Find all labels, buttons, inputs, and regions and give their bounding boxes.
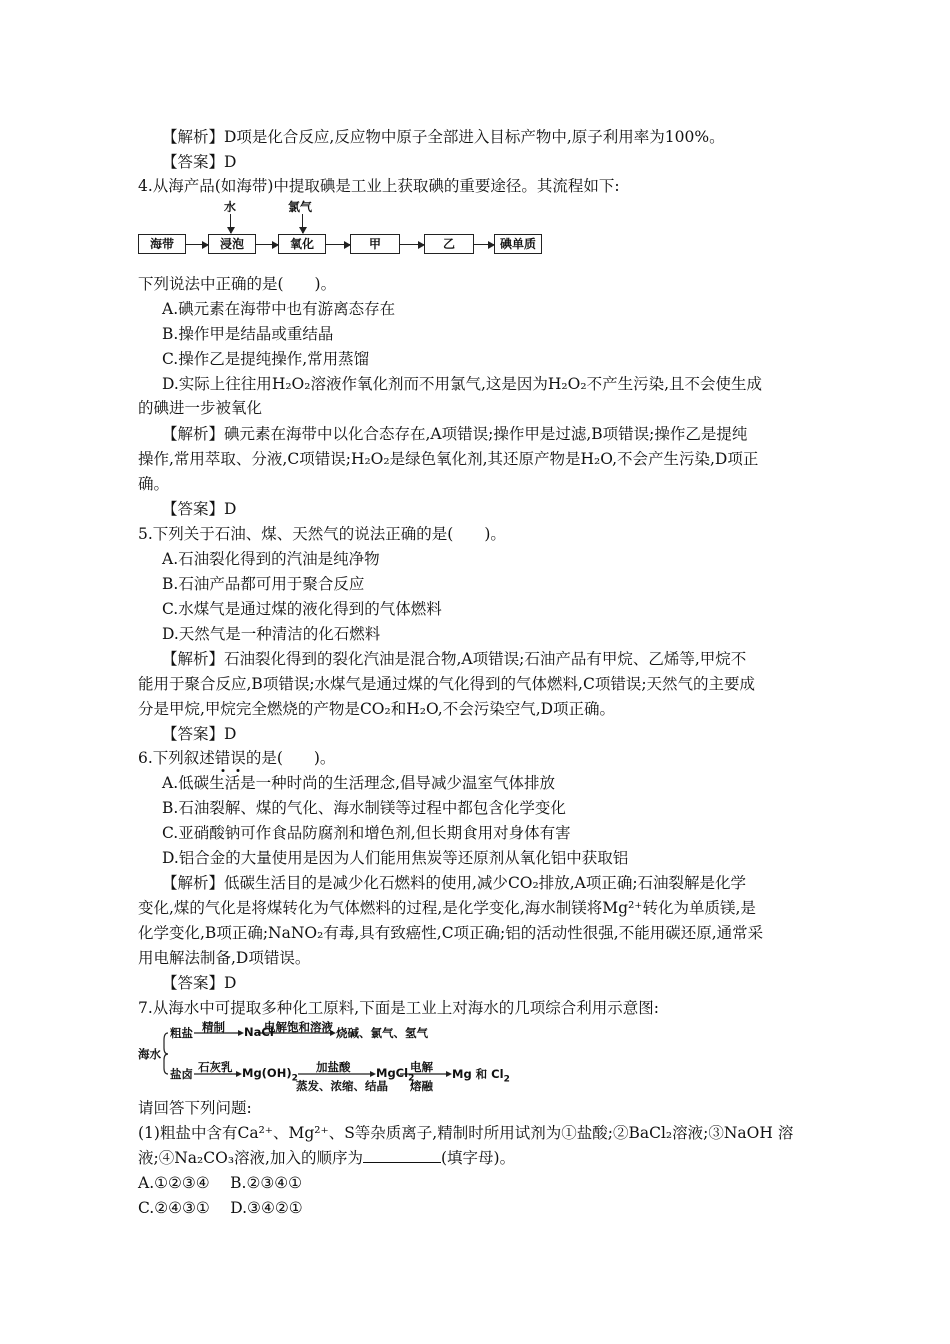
- text: (1)粗盐中含有: [138, 1124, 238, 1142]
- q4-option-d: [162, 373, 762, 395]
- formula-nano2: NaNO₂: [268, 924, 324, 942]
- formula-ca2: Ca²⁺: [237, 1124, 273, 1142]
- flow-arrow: [474, 244, 494, 245]
- q6-stem: [138, 747, 335, 769]
- q6-option-b: B.石油裂解、煤的气化、海水制镁等过程中都包含化学变化: [162, 799, 566, 817]
- q5-option-b: B.石油产品都可用于聚合反应: [162, 575, 365, 593]
- q4-analysis-2: [138, 448, 758, 470]
- q5-answer: 【答案】D: [162, 725, 237, 743]
- emphasized-char: 错: [214, 749, 231, 767]
- text: 溶液作氧化剂而不用氯气,这是因为: [310, 375, 548, 393]
- q6-analysis-2: [138, 897, 756, 919]
- flow-mgoh2: [242, 1066, 298, 1083]
- q6-option-d: D.铝合金的大量使用是因为人们能用焦炭等还原剂从氧化铝中获取铝: [162, 849, 629, 867]
- formula-h2o: H₂O: [406, 700, 438, 718]
- text: 操作,常用萃取、分液,C项错误;: [138, 450, 351, 468]
- flow-arrow: [400, 244, 424, 245]
- formula-h2o2: H₂O₂: [350, 450, 390, 468]
- q6-analysis-1: [162, 872, 746, 894]
- q4-option-a: A.碘元素在海带中也有游离态存在: [162, 300, 396, 318]
- text: 和: [390, 700, 407, 718]
- formula-mg2: Mg²⁺: [288, 1124, 329, 1142]
- q4-analysis-3: 确。: [138, 475, 170, 493]
- emphasized-char: 误: [230, 749, 246, 767]
- text: Mg 和 Cl: [452, 1067, 504, 1081]
- q5-analysis-1: 【解析】石油裂化得到的裂化汽油是混合物,A项错误;石油产品有甲烷、乙烯等,甲烷不: [162, 650, 747, 668]
- text: 转化为单质镁,是: [642, 899, 756, 917]
- q7-prompt: 请回答下列问题:: [138, 1099, 252, 1117]
- q7-part1-line1: [138, 1122, 793, 1144]
- formula-h2o2: H₂O₂: [547, 375, 587, 393]
- text: 变化,煤的气化是将煤转化为气体燃料的过程,是化学变化,海水制镁将: [138, 899, 603, 917]
- text: 化学变化,B项正确;: [138, 924, 269, 942]
- text: (填字母)。: [440, 1149, 516, 1167]
- text: 分是甲烷,甲烷完全燃烧的产物是: [138, 700, 360, 718]
- text: 6.下列叙述: [138, 749, 215, 767]
- q7-part1-line2: [138, 1147, 515, 1169]
- subscript: 2: [291, 1073, 298, 1084]
- text: ,不会产生污染,D项正: [612, 450, 759, 468]
- q5-option-d: D.天然气是一种清洁的化石燃料: [162, 625, 381, 643]
- q6-analysis-4: 用电解法制备,D项错误。: [138, 949, 311, 967]
- formula-h2o: H₂O: [580, 450, 613, 468]
- formula-co2: CO₂: [507, 874, 539, 892]
- q6-option-a: A.低碳生活是一种时尚的生活理念,倡导减少温室气体排放: [162, 774, 556, 792]
- formula-na2co3: Na₂CO₃: [174, 1149, 235, 1167]
- flow-mgcl2: [376, 1066, 414, 1083]
- text: MgCl: [376, 1066, 409, 1080]
- flow-electrolysis-saturated: 电解饱和溶液: [264, 1020, 333, 1034]
- text: 溶液;③NaOH 溶: [672, 1124, 794, 1142]
- text: 、S等杂质离子,精制时所用试剂为①盐酸;②: [328, 1124, 629, 1142]
- q6-option-c: C.亚硝酸钠可作食品防腐剂和增色剂,但长期食用对身体有害: [162, 824, 571, 842]
- q5-analysis-2: 能用于聚合反应,B项错误;水煤气是通过煤的气化得到的气体燃料,C项错误;天然气的主要成: [138, 675, 756, 693]
- flow-input-water: 水: [224, 200, 237, 214]
- text: 有毒,具有致癌性,C项正确;铝的活动性很强,不能用碳还原,通常采: [323, 924, 764, 942]
- q4-answer: 【答案】D: [162, 500, 237, 518]
- q6-answer: 【答案】D: [162, 974, 237, 992]
- formula-mg2: Mg²⁺: [602, 899, 643, 917]
- q7-options-cd: C.②④③① D.③④②①: [138, 1199, 303, 1217]
- flow-refine: 精制: [202, 1020, 225, 1034]
- seawater-flow-diagram: [138, 1020, 510, 1093]
- text: 排放,A项正确;石油裂解是化学: [538, 874, 747, 892]
- flow-input-chlorine: 氯气: [288, 200, 313, 214]
- text: Mg(OH): [242, 1066, 292, 1080]
- formula-h2o2: H₂O₂: [271, 375, 311, 393]
- formula-bacl2: BaCl₂: [628, 1124, 673, 1142]
- flow-molten: 熔融: [410, 1079, 433, 1093]
- flow-box-kelp: 海带: [138, 234, 186, 254]
- text: 液;④: [138, 1149, 175, 1167]
- flow-seawater: 海水: [138, 1047, 161, 1061]
- q5-analysis-3: [138, 698, 615, 720]
- flow-products-1: 烧碱、氯气、氢气: [336, 1026, 428, 1040]
- q7-options-ab: A.①②③④ B.②③④①: [138, 1174, 303, 1192]
- q5-stem: 5.下列关于石油、煤、天然气的说法正确的是( )。: [138, 525, 506, 543]
- text: 不产生污染,且不会使生成: [586, 375, 762, 393]
- text: 是绿色氧化剂,其还原产物是: [389, 450, 581, 468]
- q3-analysis: 【解析】D项是化合反应,反应物中原子全部进入目标产物中,原子利用率为100%。: [162, 128, 725, 146]
- q4-option-b: B.操作甲是结晶或重结晶: [162, 325, 334, 343]
- flow-box-soak: 浸泡: [208, 234, 256, 254]
- text: 【解析】低碳生活目的是减少化石燃料的使用,减少: [162, 874, 508, 892]
- q7-stem: 7.从海水中可提取多种化工原料,下面是工业上对海水的几项综合利用示意图:: [138, 999, 659, 1017]
- q3-answer: 【答案】D: [162, 153, 237, 171]
- text: D.实际上往往用: [162, 375, 272, 393]
- flow-arrow: [186, 244, 208, 245]
- flow-brine: 盐卤: [170, 1067, 193, 1081]
- q4-option-c: C.操作乙是提纯操作,常用蒸馏: [162, 350, 370, 368]
- flow-products-2: [452, 1066, 510, 1084]
- q6-analysis-3: [138, 922, 763, 944]
- flow-arrow: [256, 244, 278, 245]
- flow-arrow: [326, 244, 350, 245]
- subscript: 2: [408, 1073, 415, 1084]
- q4-option-d-cont: 的碘进一步被氧化: [138, 399, 263, 417]
- flow-box-op-b: 乙: [424, 234, 474, 254]
- flow-lime-milk: 石灰乳: [198, 1060, 233, 1074]
- flow-electrolysis: 电解: [410, 1060, 433, 1074]
- flow-box-iodine: 碘单质: [494, 234, 542, 254]
- flow-box-op-a: 甲: [350, 234, 400, 254]
- flow-down-arrow: [302, 214, 303, 233]
- flow-nacl: NaCl: [244, 1025, 274, 1039]
- flow-box-oxidize: 氧化: [278, 234, 326, 254]
- flow-evaporate: 蒸发、浓缩、结晶: [296, 1079, 388, 1093]
- text: 溶液,加入的顺序为: [234, 1149, 363, 1167]
- answer-blank[interactable]: [363, 1148, 441, 1163]
- q5-option-a: A.石油裂化得到的汽油是纯净物: [162, 550, 380, 568]
- text: 、: [272, 1124, 289, 1142]
- flow-add-hcl: 加盐酸: [316, 1060, 351, 1074]
- subscript: 2: [503, 1074, 510, 1085]
- text: 的是( )。: [245, 749, 336, 767]
- q4-stem: 4.从海产品(如海带)中提取碘是工业上获取碘的重要途径。其流程如下:: [138, 177, 620, 195]
- q4-analysis-1: 【解析】碘元素在海带中以化合态存在,A项错误;操作甲是过滤,B项错误;操作乙是提纯: [162, 425, 748, 443]
- q4-prompt: 下列说法中正确的是( )。: [138, 275, 337, 293]
- flow-down-arrow: [230, 214, 231, 233]
- formula-co2: CO₂: [359, 700, 391, 718]
- text: ,不会污染空气,D项正确。: [437, 700, 616, 718]
- iodine-flow-diagram: [138, 198, 536, 258]
- flow-crude-salt: 粗盐: [170, 1026, 193, 1040]
- q5-option-c: C.水煤气是通过煤的液化得到的气体燃料: [162, 600, 442, 618]
